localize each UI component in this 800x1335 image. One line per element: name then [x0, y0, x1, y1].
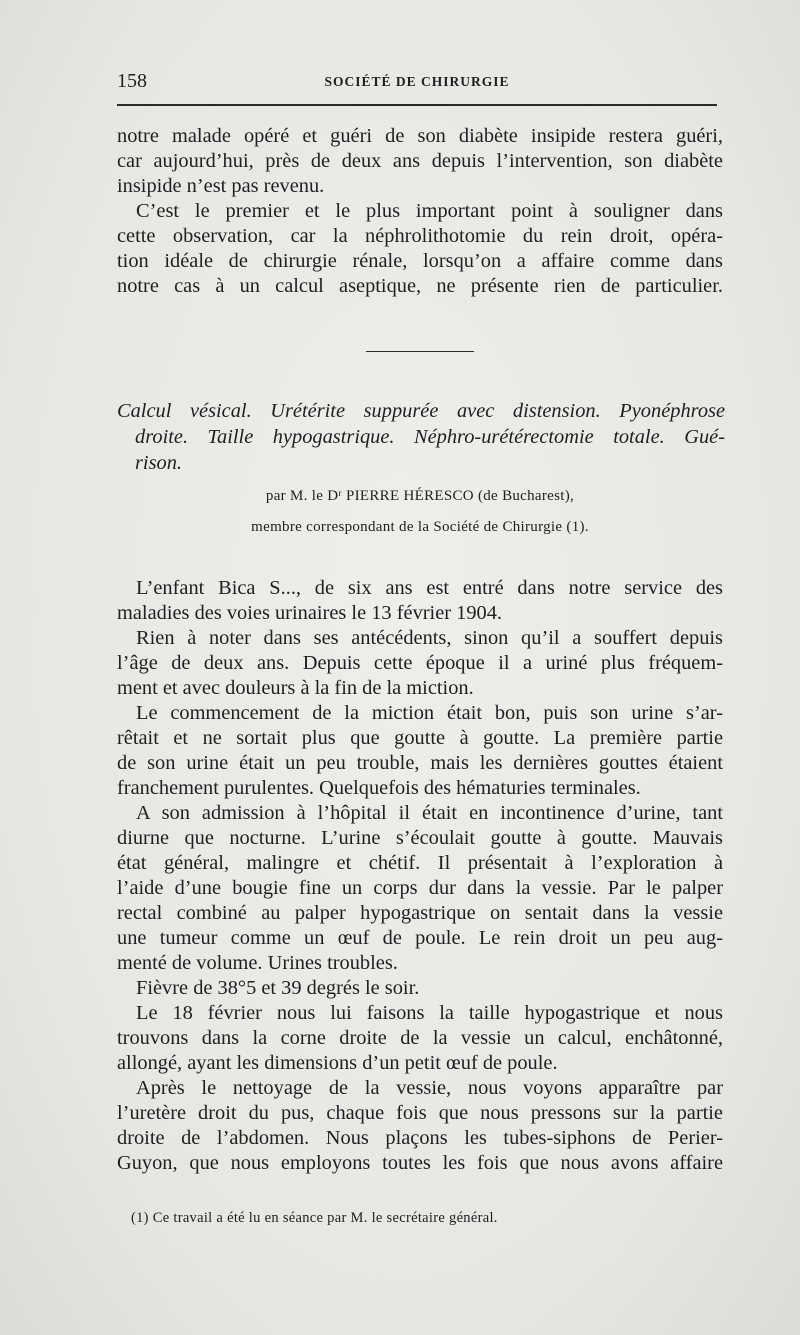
text-line: rêtait et ne sortait plus que goutte à goutte. La première partie	[117, 727, 723, 749]
text-line: C’est le premier et le plus important point à souligner dans	[136, 200, 723, 222]
text-line: droite de l’abdomen. Nous plaçons les tubes-siphons de Perier-	[117, 1127, 723, 1149]
text-line: tion idéale de chirurgie rénale, lorsqu’on a affaire comme dans	[117, 250, 723, 272]
title-line: Calcul vésical. Urétérite suppurée avec distension. Pyonéphrose	[117, 400, 725, 422]
text-line: diurne que nocturne. L’urine s’écoulait goutte à goutte. Mauvais	[117, 827, 723, 849]
section-divider	[366, 351, 474, 352]
affiliation-line: membre correspondant de la Société de Chirurgie (1).	[251, 519, 589, 535]
text-line: trouvons dans la corne droite de la vessie un calcul, enchâtonné,	[117, 1027, 723, 1049]
running-title: SOCIÉTÉ DE CHIRURGIE	[324, 74, 510, 89]
article-title	[117, 398, 725, 476]
text-line: Le 18 février nous lui faisons la taille hypogastrique et nous	[136, 1002, 723, 1024]
text-line: car aujourd’hui, près de deux ans depuis l’intervention, son diabète	[117, 150, 723, 172]
page-number: 158	[117, 70, 147, 92]
text-line: Après le nettoyage de la vessie, nous voyons apparaître par	[136, 1077, 723, 1099]
text-line: cette observation, car la néphrolithotomie du rein droit, opéra-	[117, 225, 723, 247]
text-line: Rien à noter dans ses antécédents, sinon qu’il a souffert depuis	[136, 627, 723, 649]
text-line: état général, malingre et chétif. Il présentait à l’exploration à	[117, 852, 723, 874]
text-line: ment et avec douleurs à la fin de la miction.	[117, 677, 474, 699]
title-line: droite. Taille hypogastrique. Néphro-urétérectomie totale. Gué-	[135, 426, 725, 448]
author-line: par M. le Dʳ PIERRE HÉRESCO (de Bucharest),	[265, 488, 575, 504]
text-line: maladies des voies urinaires le 13 février 1904.	[117, 602, 503, 624]
text-line: une tumeur comme un œuf de poule. Le rein droit un peu aug-	[117, 927, 723, 949]
text-line: L’enfant Bica S..., de six ans est entré dans notre service des	[136, 577, 723, 599]
text-line: rectal combiné au palper hypogastrique on sentait dans la vessie	[117, 902, 723, 924]
text-line: insipide n’est pas revenu.	[117, 175, 325, 197]
footnote: (1) Ce travail a été lu en séance par M. le secrétaire général.	[131, 1210, 498, 1226]
text-line: l’âge de deux ans. Depuis cette époque il a uriné plus fréquem-	[117, 652, 723, 674]
text-line: Fièvre de 38°5 et 39 degrés le soir.	[136, 977, 420, 999]
text-line: menté de volume. Urines troubles.	[117, 952, 398, 974]
title-line: rison.	[135, 452, 183, 474]
text-line: notre malade opéré et guéri de son diabète insipide restera guéri,	[117, 125, 723, 147]
text-line: A son admission à l’hôpital il était en incontinence d’urine, tant	[136, 802, 723, 824]
case-report	[117, 576, 723, 1176]
header-rule	[117, 104, 717, 106]
text-line: allongé, ayant les dimensions d’un petit œuf de poule.	[117, 1052, 558, 1074]
page-header	[117, 70, 717, 94]
text-line: notre cas à un calcul aseptique, ne présente rien de particulier.	[117, 275, 723, 297]
text-line: l’aide d’une bougie fine un corps dur dans la vessie. Par le palper	[117, 877, 723, 899]
text-line: franchement purulentes. Quelquefois des hématuries terminales.	[117, 777, 641, 799]
text-line: Le commencement de la miction était bon, puis son urine s’ar-	[136, 702, 723, 724]
text-line: Guyon, que nous employons toutes les fois que nous avons affaire	[117, 1152, 723, 1174]
text-line: de son urine était un peu trouble, mais les dernières gouttes étaient	[117, 752, 723, 774]
intro-paragraphs	[117, 124, 723, 299]
text-line: l’uretère droit du pus, chaque fois que nous pressons sur la partie	[117, 1102, 723, 1124]
